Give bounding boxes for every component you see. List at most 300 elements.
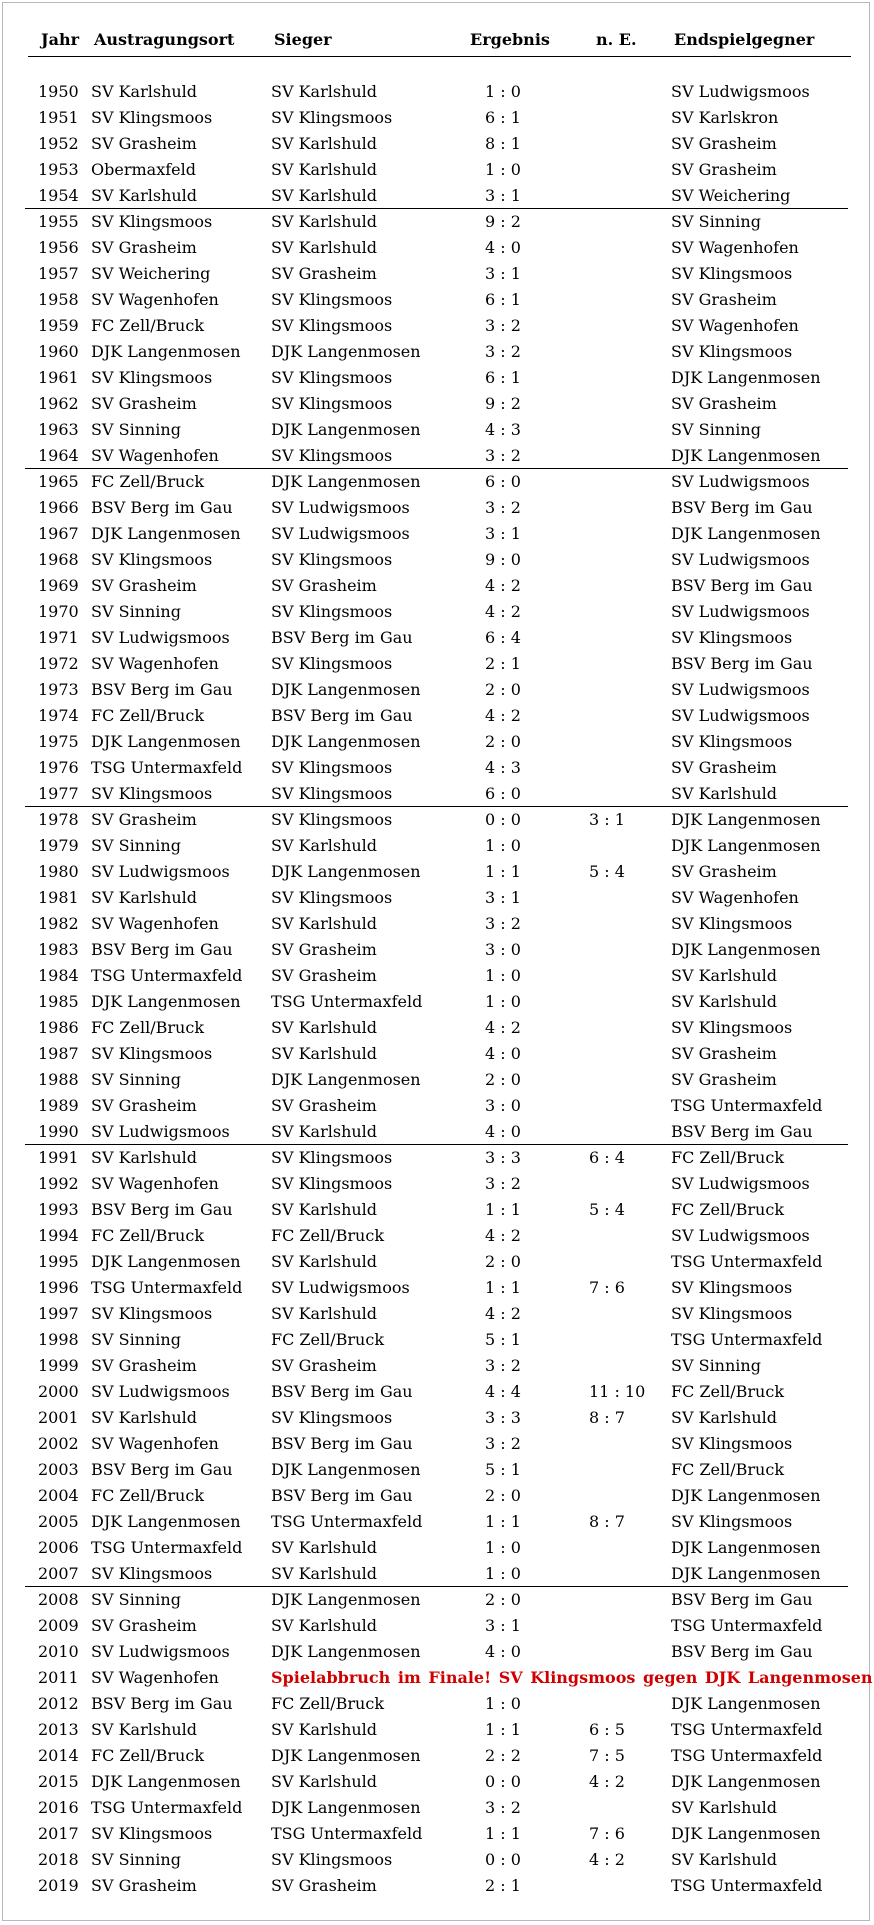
cell-ergebnis: 2 : 0 xyxy=(485,1486,521,1505)
cell-ergebnis: 6 : 0 xyxy=(485,784,521,803)
cell-ergebnis: 6 : 0 xyxy=(485,472,521,491)
cell-sieger: DJK Langenmosen xyxy=(271,1460,421,1479)
table-header xyxy=(28,3,851,57)
cell-jahr: 2018 xyxy=(38,1850,79,1869)
cell-sieger: SV Karlshuld xyxy=(271,1538,378,1557)
table-row xyxy=(0,1508,874,1534)
cell-austragungsort: FC Zell/Bruck xyxy=(91,1018,205,1037)
cell-ergebnis: 3 : 1 xyxy=(485,264,521,283)
cell-ergebnis: 2 : 0 xyxy=(485,732,521,751)
cell-jahr: 1956 xyxy=(38,238,79,257)
table-row xyxy=(0,754,874,780)
cell-austragungsort: SV Sinning xyxy=(91,836,181,855)
cell-austragungsort: TSG Untermaxfeld xyxy=(91,966,243,985)
cell-austragungsort: SV Karlshuld xyxy=(91,1408,198,1427)
cell-austragungsort: SV Karlshuld xyxy=(91,888,198,907)
cell-austragungsort: BSV Berg im Gau xyxy=(91,1694,233,1713)
cell-austragungsort: TSG Untermaxfeld xyxy=(91,1538,243,1557)
cell-ergebnis: 2 : 0 xyxy=(485,1590,521,1609)
cell-sieger: SV Karlshuld xyxy=(271,836,378,855)
cell-endspielgegner: SV Grasheim xyxy=(671,134,777,153)
cell-austragungsort: SV Weichering xyxy=(91,264,211,283)
cell-endspielgegner: DJK Langenmosen xyxy=(671,810,821,829)
cell-jahr: 1957 xyxy=(38,264,79,283)
cell-ergebnis: 3 : 3 xyxy=(485,1408,521,1427)
cell-endspielgegner: BSV Berg im Gau xyxy=(671,576,813,595)
cell-ergebnis: 4 : 2 xyxy=(485,1304,521,1323)
cell-endspielgegner: DJK Langenmosen xyxy=(671,836,821,855)
cell-endspielgegner: SV Wagenhofen xyxy=(671,316,799,335)
cell-austragungsort: SV Klingsmoos xyxy=(91,1824,213,1843)
cell-sieger: SV Klingsmoos xyxy=(271,316,393,335)
cell-sieger: SV Karlshuld xyxy=(271,1304,378,1323)
cell-endspielgegner: SV Karlshuld xyxy=(671,784,778,803)
table-row xyxy=(0,1742,874,1768)
cell-jahr: 1976 xyxy=(38,758,79,777)
cell-ergebnis: 1 : 0 xyxy=(485,966,521,985)
cell-endspielgegner: SV Ludwigsmoos xyxy=(671,82,810,101)
table-row xyxy=(0,1014,874,1040)
cell-endspielgegner: BSV Berg im Gau xyxy=(671,498,813,517)
cell-sieger: SV Karlshuld xyxy=(271,134,378,153)
cell-jahr: 1986 xyxy=(38,1018,79,1037)
cell-jahr: 1973 xyxy=(38,680,79,699)
cell-jahr: 2015 xyxy=(38,1772,79,1791)
cell-ergebnis: 4 : 4 xyxy=(485,1382,521,1401)
cell-ergebnis: 9 : 2 xyxy=(485,394,521,413)
cell-endspielgegner: BSV Berg im Gau xyxy=(671,1122,813,1141)
cell-austragungsort: SV Grasheim xyxy=(91,1616,197,1635)
cell-austragungsort: SV Grasheim xyxy=(91,810,197,829)
cell-ergebnis: 5 : 1 xyxy=(485,1330,521,1349)
cell-endspielgegner: BSV Berg im Gau xyxy=(671,654,813,673)
cell-austragungsort: SV Klingsmoos xyxy=(91,368,213,387)
cell-endspielgegner: SV Karlshuld xyxy=(671,1798,778,1817)
cell-sieger: BSV Berg im Gau xyxy=(271,1434,413,1453)
cell-endspielgegner: FC Zell/Bruck xyxy=(671,1460,785,1479)
cell-ne: 8 : 7 xyxy=(589,1512,625,1531)
cell-endspielgegner: DJK Langenmosen xyxy=(671,368,821,387)
cell-ergebnis: 3 : 2 xyxy=(485,1798,521,1817)
cell-ne: 3 : 1 xyxy=(589,810,625,829)
cell-endspielgegner: SV Karlskron xyxy=(671,108,779,127)
cell-jahr: 2011 xyxy=(38,1668,79,1687)
cell-endspielgegner: SV Karlshuld xyxy=(671,1408,778,1427)
cell-ergebnis: 1 : 0 xyxy=(485,160,521,179)
cell-ergebnis: 2 : 0 xyxy=(485,1252,521,1271)
cell-ergebnis: 8 : 1 xyxy=(485,134,521,153)
cell-sieger: SV Klingsmoos xyxy=(271,654,393,673)
cell-endspielgegner: TSG Untermaxfeld xyxy=(671,1720,823,1739)
cell-ergebnis: 3 : 0 xyxy=(485,940,521,959)
cell-ergebnis: 1 : 0 xyxy=(485,82,521,101)
cell-austragungsort: SV Ludwigsmoos xyxy=(91,628,230,647)
cell-jahr: 2009 xyxy=(38,1616,79,1635)
cell-austragungsort: SV Grasheim xyxy=(91,394,197,413)
cell-ergebnis: 3 : 2 xyxy=(485,1174,521,1193)
cell-austragungsort: FC Zell/Bruck xyxy=(91,472,205,491)
cell-endspielgegner: SV Grasheim xyxy=(671,758,777,777)
cell-endspielgegner: SV Klingsmoos xyxy=(671,342,793,361)
cell-sieger: SV Karlshuld xyxy=(271,1564,378,1583)
table-row xyxy=(0,546,874,572)
cell-endspielgegner: TSG Untermaxfeld xyxy=(671,1252,823,1271)
cell-ne: 4 : 2 xyxy=(589,1772,625,1791)
cell-jahr: 1964 xyxy=(38,446,79,465)
cell-endspielgegner: SV Grasheim xyxy=(671,160,777,179)
cell-ergebnis: 1 : 0 xyxy=(485,1694,521,1713)
cell-ergebnis: 0 : 0 xyxy=(485,1850,521,1869)
cell-austragungsort: TSG Untermaxfeld xyxy=(91,1278,243,1297)
cell-ne: 6 : 5 xyxy=(589,1720,625,1739)
cell-jahr: 1965 xyxy=(38,472,79,491)
table-row xyxy=(0,468,874,494)
cell-sieger: SV Karlshuld xyxy=(271,1616,378,1635)
cell-sieger: SV Karlshuld xyxy=(271,1772,378,1791)
cell-endspielgegner: DJK Langenmosen xyxy=(671,1772,821,1791)
cell-sieger: SV Grasheim xyxy=(271,1096,377,1115)
results-table-body xyxy=(0,78,874,1898)
cell-endspielgegner: TSG Untermaxfeld xyxy=(671,1746,823,1765)
cell-jahr: 2017 xyxy=(38,1824,79,1843)
cell-austragungsort: SV Wagenhofen xyxy=(91,1174,219,1193)
cell-ergebnis: 3 : 0 xyxy=(485,1096,521,1115)
cell-ergebnis: 2 : 1 xyxy=(485,654,521,673)
table-row xyxy=(0,598,874,624)
cell-sieger: BSV Berg im Gau xyxy=(271,706,413,725)
table-row xyxy=(0,1664,874,1690)
cell-sieger: FC Zell/Bruck xyxy=(271,1226,385,1245)
table-row xyxy=(0,936,874,962)
table-row xyxy=(0,1040,874,1066)
table-row xyxy=(0,780,874,806)
cell-endspielgegner: SV Klingsmoos xyxy=(671,914,793,933)
cell-ne: 5 : 4 xyxy=(589,1200,625,1219)
cell-ergebnis: 2 : 1 xyxy=(485,1876,521,1895)
cell-sieger: TSG Untermaxfeld xyxy=(271,1512,423,1531)
cell-austragungsort: BSV Berg im Gau xyxy=(91,680,233,699)
table-row xyxy=(0,1820,874,1846)
cell-ergebnis: 1 : 1 xyxy=(485,1824,521,1843)
cell-endspielgegner: FC Zell/Bruck xyxy=(671,1200,785,1219)
cell-austragungsort: SV Klingsmoos xyxy=(91,212,213,231)
cell-endspielgegner: TSG Untermaxfeld xyxy=(671,1096,823,1115)
cell-jahr: 1995 xyxy=(38,1252,79,1271)
cell-ergebnis: 4 : 3 xyxy=(485,758,521,777)
cell-endspielgegner: DJK Langenmosen xyxy=(671,1538,821,1557)
cell-sieger: DJK Langenmosen xyxy=(271,472,421,491)
cell-jahr: 1982 xyxy=(38,914,79,933)
cell-endspielgegner: SV Klingsmoos xyxy=(671,1304,793,1323)
cell-sieger: SV Karlshuld xyxy=(271,1200,378,1219)
table-row xyxy=(0,806,874,832)
cell-jahr: 1979 xyxy=(38,836,79,855)
cell-austragungsort: SV Sinning xyxy=(91,1850,181,1869)
cell-jahr: 2012 xyxy=(38,1694,79,1713)
cell-jahr: 2003 xyxy=(38,1460,79,1479)
cell-sieger: DJK Langenmosen xyxy=(271,1746,421,1765)
cell-endspielgegner: SV Ludwigsmoos xyxy=(671,1174,810,1193)
cell-sieger: SV Karlshuld xyxy=(271,238,378,257)
cell-endspielgegner: DJK Langenmosen xyxy=(671,1824,821,1843)
table-row xyxy=(0,1274,874,1300)
cell-ergebnis: 3 : 2 xyxy=(485,498,521,517)
table-row xyxy=(0,1430,874,1456)
cell-endspielgegner: SV Klingsmoos xyxy=(671,1018,793,1037)
cell-austragungsort: SV Karlshuld xyxy=(91,186,198,205)
cell-jahr: 2016 xyxy=(38,1798,79,1817)
table-row xyxy=(0,1846,874,1872)
cell-endspielgegner: TSG Untermaxfeld xyxy=(671,1330,823,1349)
cell-ergebnis: 3 : 1 xyxy=(485,888,521,907)
table-row xyxy=(0,156,874,182)
cell-ergebnis: 1 : 1 xyxy=(485,1200,521,1219)
table-row xyxy=(0,884,874,910)
cell-endspielgegner: BSV Berg im Gau xyxy=(671,1642,813,1661)
table-row xyxy=(0,1612,874,1638)
cell-austragungsort: SV Ludwigsmoos xyxy=(91,1122,230,1141)
cell-ergebnis: 1 : 0 xyxy=(485,1538,521,1557)
cell-ergebnis: 2 : 0 xyxy=(485,680,521,699)
cell-sieger: SV Karlshuld xyxy=(271,212,378,231)
cell-endspielgegner: SV Wagenhofen xyxy=(671,888,799,907)
cell-ergebnis: 0 : 0 xyxy=(485,810,521,829)
cell-endspielgegner: SV Klingsmoos xyxy=(671,732,793,751)
cell-austragungsort: DJK Langenmosen xyxy=(91,1512,241,1531)
cell-austragungsort: SV Wagenhofen xyxy=(91,446,219,465)
table-row xyxy=(0,1352,874,1378)
cell-endspielgegner: TSG Untermaxfeld xyxy=(671,1876,823,1895)
cell-jahr: 1987 xyxy=(38,1044,79,1063)
cell-jahr: 1980 xyxy=(38,862,79,881)
table-row xyxy=(0,832,874,858)
cell-ergebnis: 2 : 2 xyxy=(485,1746,521,1765)
cell-ergebnis: 3 : 2 xyxy=(485,914,521,933)
table-row xyxy=(0,910,874,936)
cell-endspielgegner: TSG Untermaxfeld xyxy=(671,1616,823,1635)
cell-austragungsort: FC Zell/Bruck xyxy=(91,1226,205,1245)
table-row xyxy=(0,1196,874,1222)
cell-endspielgegner: SV Karlshuld xyxy=(671,992,778,1011)
cell-austragungsort: SV Wagenhofen xyxy=(91,914,219,933)
cell-endspielgegner: SV Klingsmoos xyxy=(671,1278,793,1297)
cell-endspielgegner: SV Grasheim xyxy=(671,1070,777,1089)
table-row xyxy=(0,728,874,754)
cell-endspielgegner: DJK Langenmosen xyxy=(671,1486,821,1505)
cell-jahr: 1961 xyxy=(38,368,79,387)
cell-jahr: 1967 xyxy=(38,524,79,543)
cell-austragungsort: BSV Berg im Gau xyxy=(91,498,233,517)
cell-sieger: SV Klingsmoos xyxy=(271,550,393,569)
table-row xyxy=(0,702,874,728)
cell-austragungsort: SV Wagenhofen xyxy=(91,654,219,673)
table-row xyxy=(0,1118,874,1144)
cell-austragungsort: SV Sinning xyxy=(91,602,181,621)
cell-ne: 7 : 5 xyxy=(589,1746,625,1765)
table-row xyxy=(0,1456,874,1482)
cell-austragungsort: SV Grasheim xyxy=(91,1096,197,1115)
cell-jahr: 1981 xyxy=(38,888,79,907)
table-row xyxy=(0,1560,874,1586)
table-row xyxy=(0,858,874,884)
cell-austragungsort: SV Grasheim xyxy=(91,1876,197,1895)
cell-sieger: SV Karlshuld xyxy=(271,1720,378,1739)
cell-jahr: 1999 xyxy=(38,1356,79,1375)
cell-austragungsort: SV Grasheim xyxy=(91,134,197,153)
table-row xyxy=(0,1872,874,1898)
cell-jahr: 1990 xyxy=(38,1122,79,1141)
table-row xyxy=(0,1092,874,1118)
cell-austragungsort: BSV Berg im Gau xyxy=(91,940,233,959)
table-row xyxy=(0,104,874,130)
cell-ne: 4 : 2 xyxy=(589,1850,625,1869)
cell-austragungsort: SV Sinning xyxy=(91,1590,181,1609)
cell-jahr: 1997 xyxy=(38,1304,79,1323)
cell-ergebnis: 4 : 0 xyxy=(485,1122,521,1141)
cell-ergebnis: 1 : 1 xyxy=(485,1720,521,1739)
cell-sieger: SV Grasheim xyxy=(271,264,377,283)
cell-ergebnis: 1 : 1 xyxy=(485,1278,521,1297)
cell-endspielgegner: SV Karlshuld xyxy=(671,966,778,985)
cell-endspielgegner: SV Karlshuld xyxy=(671,1850,778,1869)
cell-ne: 6 : 4 xyxy=(589,1148,625,1167)
cell-austragungsort: DJK Langenmosen xyxy=(91,992,241,1011)
cell-sieger: SV Grasheim xyxy=(271,576,377,595)
cell-austragungsort: DJK Langenmosen xyxy=(91,1772,241,1791)
cell-ne: 7 : 6 xyxy=(589,1278,625,1297)
cell-jahr: 2005 xyxy=(38,1512,79,1531)
cell-jahr: 1969 xyxy=(38,576,79,595)
cell-sieger: SV Grasheim xyxy=(271,1876,377,1895)
cell-sieger: DJK Langenmosen xyxy=(271,732,421,751)
table-row xyxy=(0,572,874,598)
table-row xyxy=(0,676,874,702)
cell-austragungsort: Obermaxfeld xyxy=(91,160,196,179)
header-endspielgegner: Endspielgegner xyxy=(674,30,815,49)
cell-endspielgegner: SV Ludwigsmoos xyxy=(671,472,810,491)
header-ne: n. E. xyxy=(596,30,637,49)
cell-sieger: SV Klingsmoos xyxy=(271,1174,393,1193)
table-row xyxy=(0,1638,874,1664)
cell-endspielgegner: DJK Langenmosen xyxy=(671,1564,821,1583)
cell-sieger: SV Klingsmoos xyxy=(271,602,393,621)
cell-sieger: DJK Langenmosen xyxy=(271,1590,421,1609)
cell-jahr: 1983 xyxy=(38,940,79,959)
table-row xyxy=(0,442,874,468)
cell-ergebnis: 3 : 1 xyxy=(485,524,521,543)
cell-sieger: SV Karlshuld xyxy=(271,1044,378,1063)
cell-sieger: SV Klingsmoos xyxy=(271,368,393,387)
cell-austragungsort: DJK Langenmosen xyxy=(91,524,241,543)
cell-ne: 5 : 4 xyxy=(589,862,625,881)
cell-ergebnis: 3 : 2 xyxy=(485,446,521,465)
cell-endspielgegner: SV Grasheim xyxy=(671,1044,777,1063)
table-row xyxy=(0,182,874,208)
cell-ergebnis: 3 : 2 xyxy=(485,342,521,361)
cell-jahr: 1962 xyxy=(38,394,79,413)
table-row xyxy=(0,364,874,390)
cell-jahr: 1989 xyxy=(38,1096,79,1115)
cell-austragungsort: SV Ludwigsmoos xyxy=(91,862,230,881)
cell-austragungsort: BSV Berg im Gau xyxy=(91,1200,233,1219)
cell-endspielgegner: FC Zell/Bruck xyxy=(671,1148,785,1167)
table-row xyxy=(0,1768,874,1794)
cell-endspielgegner: SV Grasheim xyxy=(671,394,777,413)
cell-austragungsort: SV Wagenhofen xyxy=(91,290,219,309)
cell-austragungsort: SV Klingsmoos xyxy=(91,108,213,127)
cell-ergebnis: 3 : 3 xyxy=(485,1148,521,1167)
cell-jahr: 1954 xyxy=(38,186,79,205)
cell-ergebnis: 9 : 2 xyxy=(485,212,521,231)
cell-jahr: 2013 xyxy=(38,1720,79,1739)
cell-austragungsort: SV Karlshuld xyxy=(91,1148,198,1167)
table-row xyxy=(0,1326,874,1352)
cell-sieger: SV Ludwigsmoos xyxy=(271,498,410,517)
cell-endspielgegner: SV Klingsmoos xyxy=(671,1512,793,1531)
table-row xyxy=(0,260,874,286)
cell-sieger: DJK Langenmosen xyxy=(271,420,421,439)
cell-austragungsort: SV Sinning xyxy=(91,420,181,439)
cell-endspielgegner: SV Klingsmoos xyxy=(671,264,793,283)
cell-jahr: 2002 xyxy=(38,1434,79,1453)
cell-ergebnis: 9 : 0 xyxy=(485,550,521,569)
table-row xyxy=(0,234,874,260)
cell-endspielgegner: SV Ludwigsmoos xyxy=(671,706,810,725)
cell-jahr: 2000 xyxy=(38,1382,79,1401)
cell-jahr: 1993 xyxy=(38,1200,79,1219)
cell-sieger: SV Ludwigsmoos xyxy=(271,524,410,543)
table-row xyxy=(0,78,874,104)
cell-jahr: 1971 xyxy=(38,628,79,647)
cell-jahr: 1978 xyxy=(38,810,79,829)
cell-endspielgegner: SV Ludwigsmoos xyxy=(671,1226,810,1245)
cell-ergebnis: 2 : 0 xyxy=(485,1070,521,1089)
table-row xyxy=(0,1248,874,1274)
table-row xyxy=(0,1716,874,1742)
cell-sieger: BSV Berg im Gau xyxy=(271,1486,413,1505)
cell-ergebnis: 4 : 2 xyxy=(485,1018,521,1037)
cell-sieger: SV Grasheim xyxy=(271,940,377,959)
table-row xyxy=(0,494,874,520)
cell-jahr: 1951 xyxy=(38,108,79,127)
cell-sieger: SV Klingsmoos xyxy=(271,394,393,413)
cell-ergebnis: 3 : 1 xyxy=(485,186,521,205)
table-row xyxy=(0,286,874,312)
cell-sieger: DJK Langenmosen xyxy=(271,862,421,881)
cell-jahr: 1991 xyxy=(38,1148,79,1167)
cell-austragungsort: SV Ludwigsmoos xyxy=(91,1642,230,1661)
cell-austragungsort: SV Klingsmoos xyxy=(91,550,213,569)
cell-endspielgegner: SV Sinning xyxy=(671,212,761,231)
cell-sieger: SV Klingsmoos xyxy=(271,784,393,803)
header-ergebnis: Ergebnis xyxy=(470,30,550,49)
table-row xyxy=(0,988,874,1014)
table-row xyxy=(0,208,874,234)
cell-austragungsort: TSG Untermaxfeld xyxy=(91,1798,243,1817)
cell-sieger: SV Klingsmoos xyxy=(271,1408,393,1427)
cell-jahr: 2006 xyxy=(38,1538,79,1557)
cell-austragungsort: SV Grasheim xyxy=(91,576,197,595)
cell-jahr: 2004 xyxy=(38,1486,79,1505)
cell-sieger: SV Karlshuld xyxy=(271,1252,378,1271)
cell-sieger: SV Karlshuld xyxy=(271,160,378,179)
cell-endspielgegner: SV Grasheim xyxy=(671,290,777,309)
cell-sieger: SV Klingsmoos xyxy=(271,108,393,127)
cell-sieger: FC Zell/Bruck xyxy=(271,1330,385,1349)
table-row xyxy=(0,1404,874,1430)
cell-abbruch-note: Spielabbruch im Finale! SV Klingsmoos gegen DJK Langenmosen xyxy=(271,1668,873,1687)
cell-jahr: 1984 xyxy=(38,966,79,985)
